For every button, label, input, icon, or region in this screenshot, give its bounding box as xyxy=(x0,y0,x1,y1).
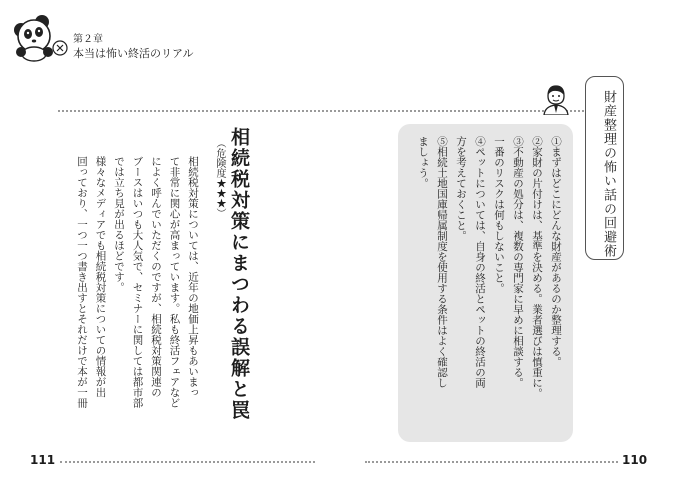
body-line: 回っており、一つ一つ書き出すとそれだけで本が一冊 xyxy=(76,156,88,408)
tip-item: 方を考えておくこと。 xyxy=(455,136,467,241)
footer-divider-left xyxy=(60,461,315,463)
tip-item: ③不動産の処分は、複数の専門家に早めに相談する。 xyxy=(512,136,524,388)
body-line: ブースはいつも大人気で、セミナーに関しては都市部 xyxy=(131,156,144,408)
body-line: 相続税対策については、近年の地価上昇もあいまっ xyxy=(187,156,199,398)
sidebar-heading-box xyxy=(585,76,624,260)
chapter-title: 本当は怖い終活のリアル xyxy=(73,47,194,60)
body-line: て非常に関心が高まっています。私も終活フェアなど xyxy=(168,156,181,408)
tip-item: ①まずはどこにどんな財産があるのか整理する。 xyxy=(550,136,562,367)
chapter-number: 第２章 xyxy=(73,34,103,45)
tips-panel xyxy=(398,124,573,442)
tips-list xyxy=(413,136,565,399)
page-number-right: 110 xyxy=(622,453,648,467)
body-line: 様々なメディアでも相続税対策についての情報が出 xyxy=(94,156,107,398)
tip-item: ②家財の片付けは、基準を決める。業者選びは慎重に。 xyxy=(531,136,543,399)
section-title: 相続税対策にまつわる誤解と罠 xyxy=(228,127,250,421)
page-number-left: 111 xyxy=(30,453,56,467)
panda-mascot-icon xyxy=(8,12,70,62)
danger-level: （危険度★★★） xyxy=(214,138,225,218)
businessman-avatar-icon xyxy=(541,83,571,115)
tip-item: ⑤相続土地国庫帰属制度を使用する条件はよく確認し xyxy=(436,136,448,388)
body-line: によく呼んでいただくのですが、相続税対策関連の xyxy=(150,156,162,398)
tip-item: 一番のリスクは何もしないこと。 xyxy=(493,136,505,294)
body-text xyxy=(76,156,202,408)
tip-item: ましょう。 xyxy=(417,136,429,189)
sidebar-title: 財産整理の怖い話の回避術 xyxy=(601,90,616,258)
footer-divider-right xyxy=(365,461,618,463)
tip-item: ④ペットについては、自身の終活とペットの終活の両 xyxy=(474,136,486,388)
body-line: では立ち見が出るほどです。 xyxy=(113,156,125,293)
header-divider xyxy=(58,110,620,112)
